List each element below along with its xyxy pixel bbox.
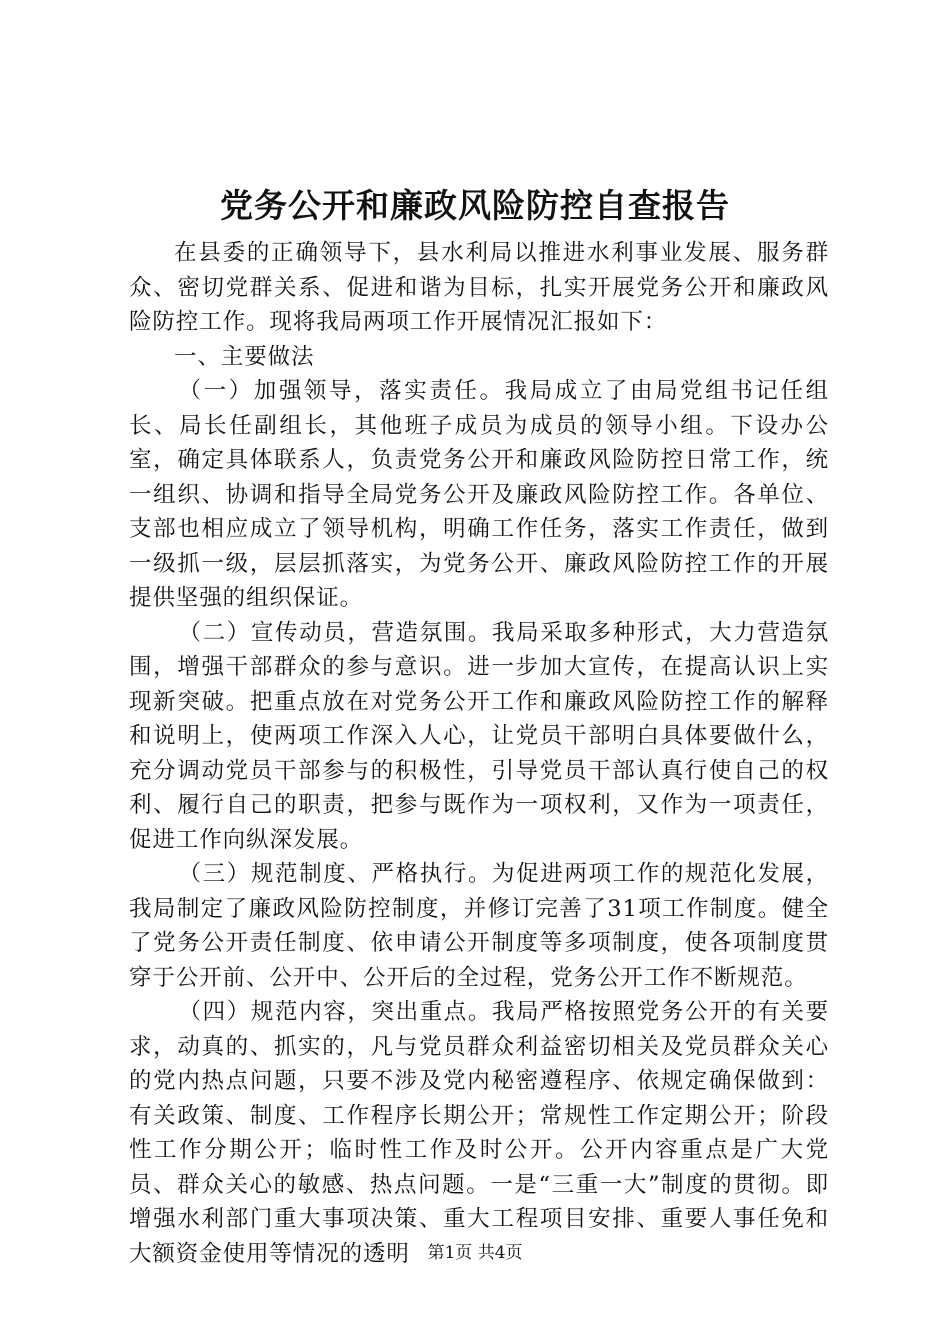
document-title: 党务公开和廉政风险防控自查报告 [220,186,730,225]
paragraph-publicity: （二）宣传动员，营造氛围。我局采取多种形式，大力营造氛围，增强干部群众的参与意识。进一步加大宣传，在提高认识上实现新突破。把重点放在对党务公开工作和廉政风险防控工作的解释和说明上，使两项工作深入人心，让党员干部明白具体要做什么，充分调动党员干部参与的积极性，引导党员干部认真行使自己的权利、履行自己的职责，把参与既作为一项权利，又作为一项责任，促进工作向纵深发展。 [129,619,829,853]
paragraph-system: （三）规范制度、严格执行。为促进两项工作的规范化发展，我局制定了廉政风险防控制度，并修订完善了31项工作制度。健全了党务公开责任制度、依申请公开制度等多项制度，使各项制度贯穿于公开前、公开中、公开后的全过程，党务公开工作不断规范。 [129,861,829,991]
intro-paragraph: 在县委的正确领导下，县水利局以推进水利事业发展、服务群众、密切党群关系、促进和谐为目标，扎实开展党务公开和廉政风险防控工作。现将我局两项工作开展情况汇报如下： [129,240,829,335]
document-body [129,236,829,1271]
paragraph-leadership: （一）加强领导，落实责任。我局成立了由局党组书记任组长、局长任副组长，其他班子成员为成员的领导小组。下设办公室，确定具体联系人，负责党务公开和廉政风险防控日常工作，统一组织、协调和指导全局党务公开及廉政风险防控工作。各单位、支部也相应成立了领导机构，明确工作任务，落实工作责任，做到一级抓一级，层层抓落实，为党务公开、廉政风险防控工作的开展提供坚强的组织保证。 [129,378,829,611]
section-heading-main-practices: 一、主要做法 [174,343,315,370]
page-number: 第1页 共4页 [427,1243,523,1263]
paragraph-content: （四）规范内容，突出重点。我局严格按照党务公开的有关要求，动真的、抓实的，凡与党员群众利益密切相关及党员群众关心的党内热点问题，只要不涉及党内秘密遵程序、依规定确保做到：有关政策、制度、工作程序长期公开；常规性工作定期公开；阶段性工作分期公开；临时性工作及时公开。公开内容重点是广大党员、群众关心的敏感、热点问题。一是“三重一大”制度的贯彻。即增强水利部门重大事项决策、重大工程项目安排、重要人事任免和大额资金使用等情况的透明 [129,999,829,1267]
